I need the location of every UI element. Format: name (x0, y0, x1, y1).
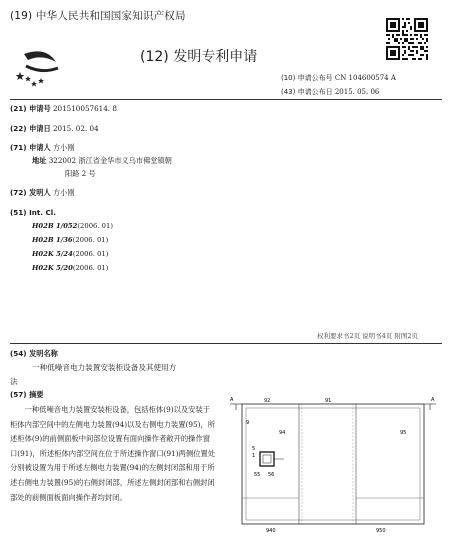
document-type: (12) 发明专利申请 (140, 49, 258, 65)
invention-title (32, 362, 176, 373)
ipc-version: (2006. 01) (72, 236, 109, 244)
inventor (10, 188, 75, 198)
label-a-left: A (230, 397, 234, 403)
label-5: 5 (252, 446, 256, 452)
ipc-version: (2006. 01) (72, 264, 109, 272)
application-number-value: 201510057614. 8 (52, 104, 117, 113)
filing-date-value: 2015. 02. 04 (52, 124, 99, 133)
filing-date (10, 124, 99, 134)
ipc-code: H02B 1/36 (32, 236, 73, 244)
ipc-heading (10, 208, 56, 217)
inventor-value: 方小刚 (52, 188, 75, 197)
label-95: 95 (400, 430, 407, 436)
inventor-label: (72) 发明人 (10, 188, 51, 197)
applicant-value: 方小刚 (52, 143, 75, 152)
applicant-label: (71) 申请人 (10, 143, 51, 152)
label-56: 56 (268, 472, 275, 478)
label-94: 94 (279, 430, 286, 436)
patent-drawing (224, 394, 442, 534)
ipc-label: (51) Int. Cl. (10, 208, 57, 217)
invention-title-line2: 法 (10, 377, 18, 386)
ipc-entry (32, 222, 113, 230)
cabinet-inner (246, 408, 420, 520)
issuing-office: (19) 中华人民共和国国家知识产权局 (10, 10, 186, 22)
page-count: 权利要求书2页 说明书4页 附图2页 (316, 332, 418, 340)
publication-date-label: (43) 申请公布日 (281, 88, 333, 96)
publication-date (281, 87, 379, 97)
abstract-label: (57) 摘要 (10, 390, 44, 399)
ipc-entry (32, 264, 108, 272)
ipc-code: H02B 1/052 (32, 222, 78, 230)
address (32, 156, 172, 166)
invention-title-cont (10, 376, 18, 387)
motor-housing (260, 452, 274, 466)
label-950: 950 (376, 528, 386, 534)
abstract-text: 一种低噪音电力装置安装柜设备，包括柜体(9)以及安装于柜体内部空间中的左侧电力装置(94)以及右侧电力装置(95)，所述柜体(9)的前侧面板中间部位设置有面向操作者敞开的操作窗口(91)，所述柜体内部空间在位于所述操作窗口(91)两侧位置处分别被设置为用于所述左侧电力装置(94)的左侧封闭部和用于所述右侧电力装置(95)的右侧封闭部，所述左侧封闭部和右侧封闭部处的前侧面板面向操作者均封闭。 (10, 405, 216, 502)
publication-number-label: (10) 申请公布号 (281, 74, 333, 82)
address-line2-value: 阳路 2 号 (65, 169, 96, 178)
label-a-right: A (431, 397, 435, 403)
title-label: (54) 发明名称 (10, 349, 58, 358)
motor-core (263, 455, 271, 463)
filing-date-label: (22) 申请日 (10, 124, 51, 133)
address-line2 (65, 169, 96, 179)
qr-code (386, 18, 428, 60)
cabinet-outline (242, 404, 424, 524)
ipc-version: (2006. 01) (77, 222, 113, 230)
title-heading (10, 349, 58, 359)
label-9: 9 (246, 420, 250, 426)
address-line1: 322002 浙江省金华市义乌市佛堂镇朝 (48, 156, 172, 165)
address-label: 地址 (32, 156, 47, 165)
ipc-code: H02K 5/24 (32, 250, 73, 258)
publication-number (281, 73, 396, 83)
application-number (10, 104, 117, 114)
abstract-heading (10, 390, 43, 400)
publication-number-value: CN 104600574 A (334, 74, 396, 82)
publication-date-value: 2015. 05. 06 (334, 88, 380, 96)
label-940: 940 (266, 528, 276, 534)
cnipa-logo (16, 44, 60, 88)
ipc-code: H02K 5/20 (32, 264, 73, 272)
label-55: 55 (254, 472, 261, 478)
label-1: 1 (252, 453, 256, 459)
label-91: 91 (325, 398, 332, 404)
ipc-entry (32, 236, 108, 244)
section-divider (10, 343, 442, 344)
header-divider (10, 99, 442, 100)
invention-title-line1: 一种低噪音电力装置安装柜设备及其使用方 (32, 363, 177, 372)
label-92: 92 (264, 398, 271, 404)
ipc-entry (32, 250, 108, 258)
application-number-label: (21) 申请号 (10, 104, 51, 113)
applicant (10, 143, 75, 153)
ipc-version: (2006. 01) (72, 250, 109, 258)
